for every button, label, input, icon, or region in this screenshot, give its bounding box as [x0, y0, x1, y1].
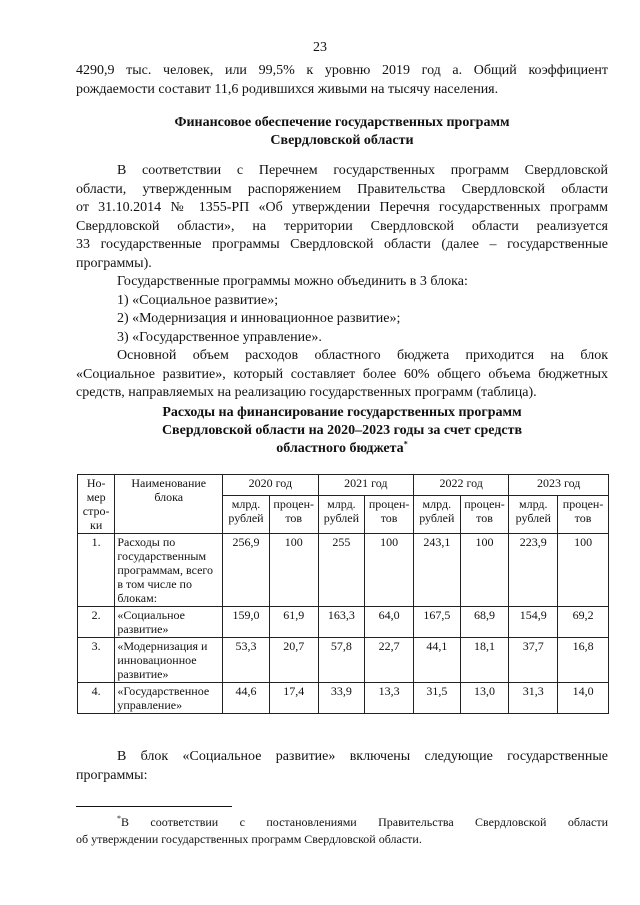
- row-name: «Модернизация и инновационное развитие»: [115, 638, 223, 683]
- col-name-header: Наименование блока: [115, 475, 223, 534]
- cell: 20,7: [269, 638, 318, 683]
- cell: 100: [269, 534, 318, 607]
- cell: 243,1: [413, 534, 460, 607]
- p1-line-6: программы).: [76, 255, 152, 271]
- after-table-line-1: В блок «Социальное развитие» включены следующие государственные: [117, 749, 608, 764]
- sub-header-percent: процен-тов: [269, 495, 318, 533]
- list-item-2: 2) «Модернизация и инновационное развитие»;: [117, 311, 401, 326]
- row-num: 3.: [78, 638, 115, 683]
- cell: 17,4: [269, 683, 318, 714]
- p1-line-3: от 31.10.2014 № 1355-РП «Об утверждении Перечня государственных программ: [76, 200, 608, 215]
- cell: 33,9: [318, 683, 365, 714]
- table-title-line-2: Свердловской области на 2020–2023 годы за счет средств: [161, 423, 523, 438]
- sub-header-percent: процен-тов: [558, 495, 609, 533]
- table-row: [78, 638, 609, 683]
- after-table-text: [76, 748, 608, 785]
- intro-line-1: 4290,9 тыс. человек, или 99,5% к уровню 2019 год а. Общий коэффициент: [76, 63, 608, 78]
- footnote: [76, 814, 608, 848]
- cell: 22,7: [365, 638, 414, 683]
- row-num: 2.: [78, 607, 115, 638]
- body-text: [76, 162, 608, 403]
- sub-header-amount: млрд. рублей: [413, 495, 460, 533]
- list-item-1: 1) «Социальное развитие»;: [117, 292, 279, 308]
- section-heading: [76, 114, 608, 150]
- row-num: 1.: [78, 534, 115, 607]
- cell: 69,2: [558, 607, 609, 638]
- p1-line-1: В соответствии с Перечнем государственных программ Свердловской: [117, 163, 608, 178]
- year-header: 2022 год: [413, 475, 508, 496]
- footnote-line-2: об утверждении государственных программ Свердловской области.: [76, 832, 422, 846]
- page-number: 23: [313, 40, 327, 55]
- cell: 44,1: [413, 638, 460, 683]
- p1-line-2: области, утвержденным распоряжением Правительства Свердловской области: [76, 181, 608, 197]
- p1-line-4: Свердловской области», на территории Свердловской области реализуется: [76, 218, 608, 234]
- sub-header-amount: млрд. рублей: [223, 495, 270, 533]
- cell: 13,0: [460, 683, 509, 714]
- sub-header-amount: млрд. рублей: [509, 495, 558, 533]
- cell: 256,9: [223, 534, 270, 607]
- section-heading-line-2: Свердловской области: [270, 133, 414, 148]
- cell: 159,0: [223, 607, 270, 638]
- cell: 100: [460, 534, 509, 607]
- footnote-asterisk: *: [117, 814, 121, 823]
- p1-line-5: 33 государственные программы Свердловской области (далее – государственные: [76, 237, 608, 252]
- table-header-row-1: [78, 475, 609, 496]
- sub-header-amount: млрд. рублей: [318, 495, 365, 533]
- table-title-line-3: областного бюджета*: [276, 439, 408, 456]
- cell: 154,9: [509, 607, 558, 638]
- cell: 31,3: [509, 683, 558, 714]
- year-header: 2020 год: [223, 475, 318, 496]
- expenses-table: [77, 474, 609, 714]
- cell: 18,1: [460, 638, 509, 683]
- cell: 61,9: [269, 607, 318, 638]
- year-header: 2021 год: [318, 475, 413, 496]
- footnote-mark: *: [403, 439, 408, 449]
- cell: 100: [558, 534, 609, 607]
- sub-header-percent: процен-тов: [460, 495, 509, 533]
- year-header: 2023 год: [509, 475, 609, 496]
- table-title-line-1: Расходы на финансирование государственных программ: [162, 405, 522, 420]
- cell: 14,0: [558, 683, 609, 714]
- after-table-line-2: программы:: [76, 767, 148, 783]
- table-row: [78, 534, 609, 607]
- p3-line-3: средств, направляемых на реализацию государственных программ (таблица).: [76, 385, 537, 400]
- table-title: [76, 404, 608, 458]
- table-row: [78, 607, 609, 638]
- cell: 13,3: [365, 683, 414, 714]
- row-name: «Государственное управление»: [115, 683, 223, 714]
- cell: 255: [318, 534, 365, 607]
- row-num: 4.: [78, 683, 115, 714]
- col-num-header: Но-мер стро-ки: [78, 475, 115, 534]
- cell: 37,7: [509, 638, 558, 683]
- intro-line-2: рождаемости составит 11,6 родившихся живыми на тысячу населения.: [76, 81, 499, 97]
- cell: 223,9: [509, 534, 558, 607]
- row-name: Расходы по государственным программам, всего в том числе по блокам:: [115, 534, 223, 607]
- cell: 163,3: [318, 607, 365, 638]
- cell: 16,8: [558, 638, 609, 683]
- table-row: [78, 683, 609, 714]
- p2: Государственные программы можно объединить в 3 блока:: [117, 274, 468, 289]
- intro-text: [76, 62, 608, 99]
- cell: 100: [365, 534, 414, 607]
- p3-line-1: Основной объем расходов областного бюджета приходится на блок: [117, 348, 608, 363]
- cell: 44,6: [223, 683, 270, 714]
- section-heading-line-1: Финансовое обеспечение государственных программ: [174, 115, 510, 130]
- footnote-divider: [76, 806, 232, 807]
- cell: 64,0: [365, 607, 414, 638]
- sub-header-percent: процен-тов: [365, 495, 414, 533]
- cell: 68,9: [460, 607, 509, 638]
- row-name: «Социальное развитие»: [115, 607, 223, 638]
- footnote-line-1: *В соответствии с постановлениями Правительства Свердловской области: [117, 814, 608, 829]
- cell: 53,3: [223, 638, 270, 683]
- cell: 57,8: [318, 638, 365, 683]
- cell: 167,5: [413, 607, 460, 638]
- p3-line-2: «Социальное развитие», который составляет более 60% общего объема бюджетных: [76, 366, 608, 382]
- cell: 31,5: [413, 683, 460, 714]
- list-item-3: 3) «Государственное управление».: [117, 329, 322, 345]
